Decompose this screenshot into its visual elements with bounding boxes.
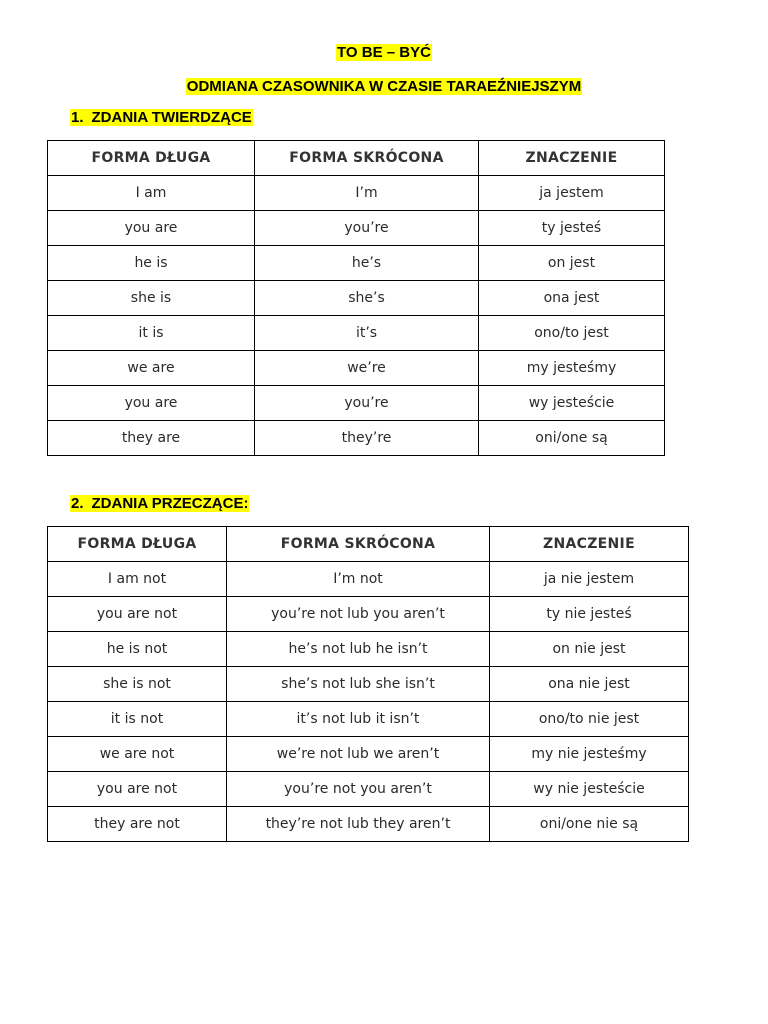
section-1-heading-text xyxy=(70,109,253,126)
long-form-cell: she is not xyxy=(48,667,227,702)
short-form-cell: she’s xyxy=(255,281,479,316)
long-form-cell: he is not xyxy=(48,632,227,667)
table-row xyxy=(48,562,689,597)
column-header-meaning: ZNACZENIE xyxy=(490,527,689,562)
short-form-cell: you’re xyxy=(255,386,479,421)
long-form-cell: we are xyxy=(48,351,255,386)
meaning-cell: ona jest xyxy=(479,281,665,316)
long-form-cell: you are not xyxy=(48,772,227,807)
section-1-title: ZDANIA TWIERDZĄCE xyxy=(91,109,252,126)
affirmative-table xyxy=(47,140,665,456)
short-form-cell: he’s not lub he isn’t xyxy=(227,632,490,667)
section-2-heading xyxy=(70,495,249,513)
short-form-cell: it’s not lub it isn’t xyxy=(227,702,490,737)
negative-table xyxy=(47,526,689,842)
table-row xyxy=(48,421,665,456)
meaning-cell: my nie jesteśmy xyxy=(490,737,689,772)
short-form-cell: she’s not lub she isn’t xyxy=(227,667,490,702)
column-header-meaning: ZNACZENIE xyxy=(479,141,665,176)
short-form-cell: you’re xyxy=(255,211,479,246)
long-form-cell: they are not xyxy=(48,807,227,842)
section-2-title: ZDANIA PRZECZĄCE: xyxy=(91,495,249,512)
meaning-cell: on nie jest xyxy=(490,632,689,667)
negative-table-body xyxy=(48,562,689,842)
table-row xyxy=(48,246,665,281)
short-form-cell: we’re not lub we aren’t xyxy=(227,737,490,772)
table-row xyxy=(48,807,689,842)
long-form-cell: you are xyxy=(48,211,255,246)
table-row xyxy=(48,176,665,211)
table-row xyxy=(48,351,665,386)
document-title: TO BE – BYĆ xyxy=(337,44,431,61)
short-form-cell: I’m not xyxy=(227,562,490,597)
section-1-heading xyxy=(70,109,253,127)
document-subtitle-line xyxy=(0,78,768,96)
document-title-line xyxy=(0,44,768,62)
meaning-cell: wy jesteście xyxy=(479,386,665,421)
short-form-cell: we’re xyxy=(255,351,479,386)
column-header-long-form: FORMA DŁUGA xyxy=(48,527,227,562)
table-header-row xyxy=(48,527,689,562)
column-header-short-form: FORMA SKRÓCONA xyxy=(255,141,479,176)
column-header-long-form: FORMA DŁUGA xyxy=(48,141,255,176)
long-form-cell: we are not xyxy=(48,737,227,772)
short-form-cell: they’re not lub they aren’t xyxy=(227,807,490,842)
meaning-cell: ono/to nie jest xyxy=(490,702,689,737)
meaning-cell: ja nie jestem xyxy=(490,562,689,597)
column-header-short-form: FORMA SKRÓCONA xyxy=(227,527,490,562)
table-row xyxy=(48,702,689,737)
section-2-number: 2. xyxy=(71,495,84,512)
meaning-cell: ty jesteś xyxy=(479,211,665,246)
meaning-cell: ja jestem xyxy=(479,176,665,211)
short-form-cell: you’re not you aren’t xyxy=(227,772,490,807)
long-form-cell: I am xyxy=(48,176,255,211)
long-form-cell: you are not xyxy=(48,597,227,632)
short-form-cell: you’re not lub you aren’t xyxy=(227,597,490,632)
short-form-cell: he’s xyxy=(255,246,479,281)
meaning-cell: ono/to jest xyxy=(479,316,665,351)
table-row xyxy=(48,737,689,772)
meaning-cell: my jesteśmy xyxy=(479,351,665,386)
table-row xyxy=(48,632,689,667)
long-form-cell: they are xyxy=(48,421,255,456)
meaning-cell: on jest xyxy=(479,246,665,281)
short-form-cell: they’re xyxy=(255,421,479,456)
affirmative-table-body xyxy=(48,176,665,456)
table-row xyxy=(48,667,689,702)
long-form-cell: I am not xyxy=(48,562,227,597)
section-1-number: 1. xyxy=(71,109,84,126)
long-form-cell: she is xyxy=(48,281,255,316)
table-row xyxy=(48,211,665,246)
document-subtitle: ODMIANA CZASOWNIKA W CZASIE TARAEŹNIEJSZYM xyxy=(186,78,582,95)
short-form-cell: I’m xyxy=(255,176,479,211)
table-row xyxy=(48,597,689,632)
long-form-cell: he is xyxy=(48,246,255,281)
section-2-heading-text xyxy=(70,495,249,512)
meaning-cell: wy nie jesteście xyxy=(490,772,689,807)
table-header-row xyxy=(48,141,665,176)
meaning-cell: ona nie jest xyxy=(490,667,689,702)
meaning-cell: ty nie jesteś xyxy=(490,597,689,632)
table-row xyxy=(48,316,665,351)
long-form-cell: it is not xyxy=(48,702,227,737)
table-row xyxy=(48,772,689,807)
long-form-cell: it is xyxy=(48,316,255,351)
short-form-cell: it’s xyxy=(255,316,479,351)
meaning-cell: oni/one są xyxy=(479,421,665,456)
meaning-cell: oni/one nie są xyxy=(490,807,689,842)
table-row xyxy=(48,386,665,421)
long-form-cell: you are xyxy=(48,386,255,421)
table-row xyxy=(48,281,665,316)
